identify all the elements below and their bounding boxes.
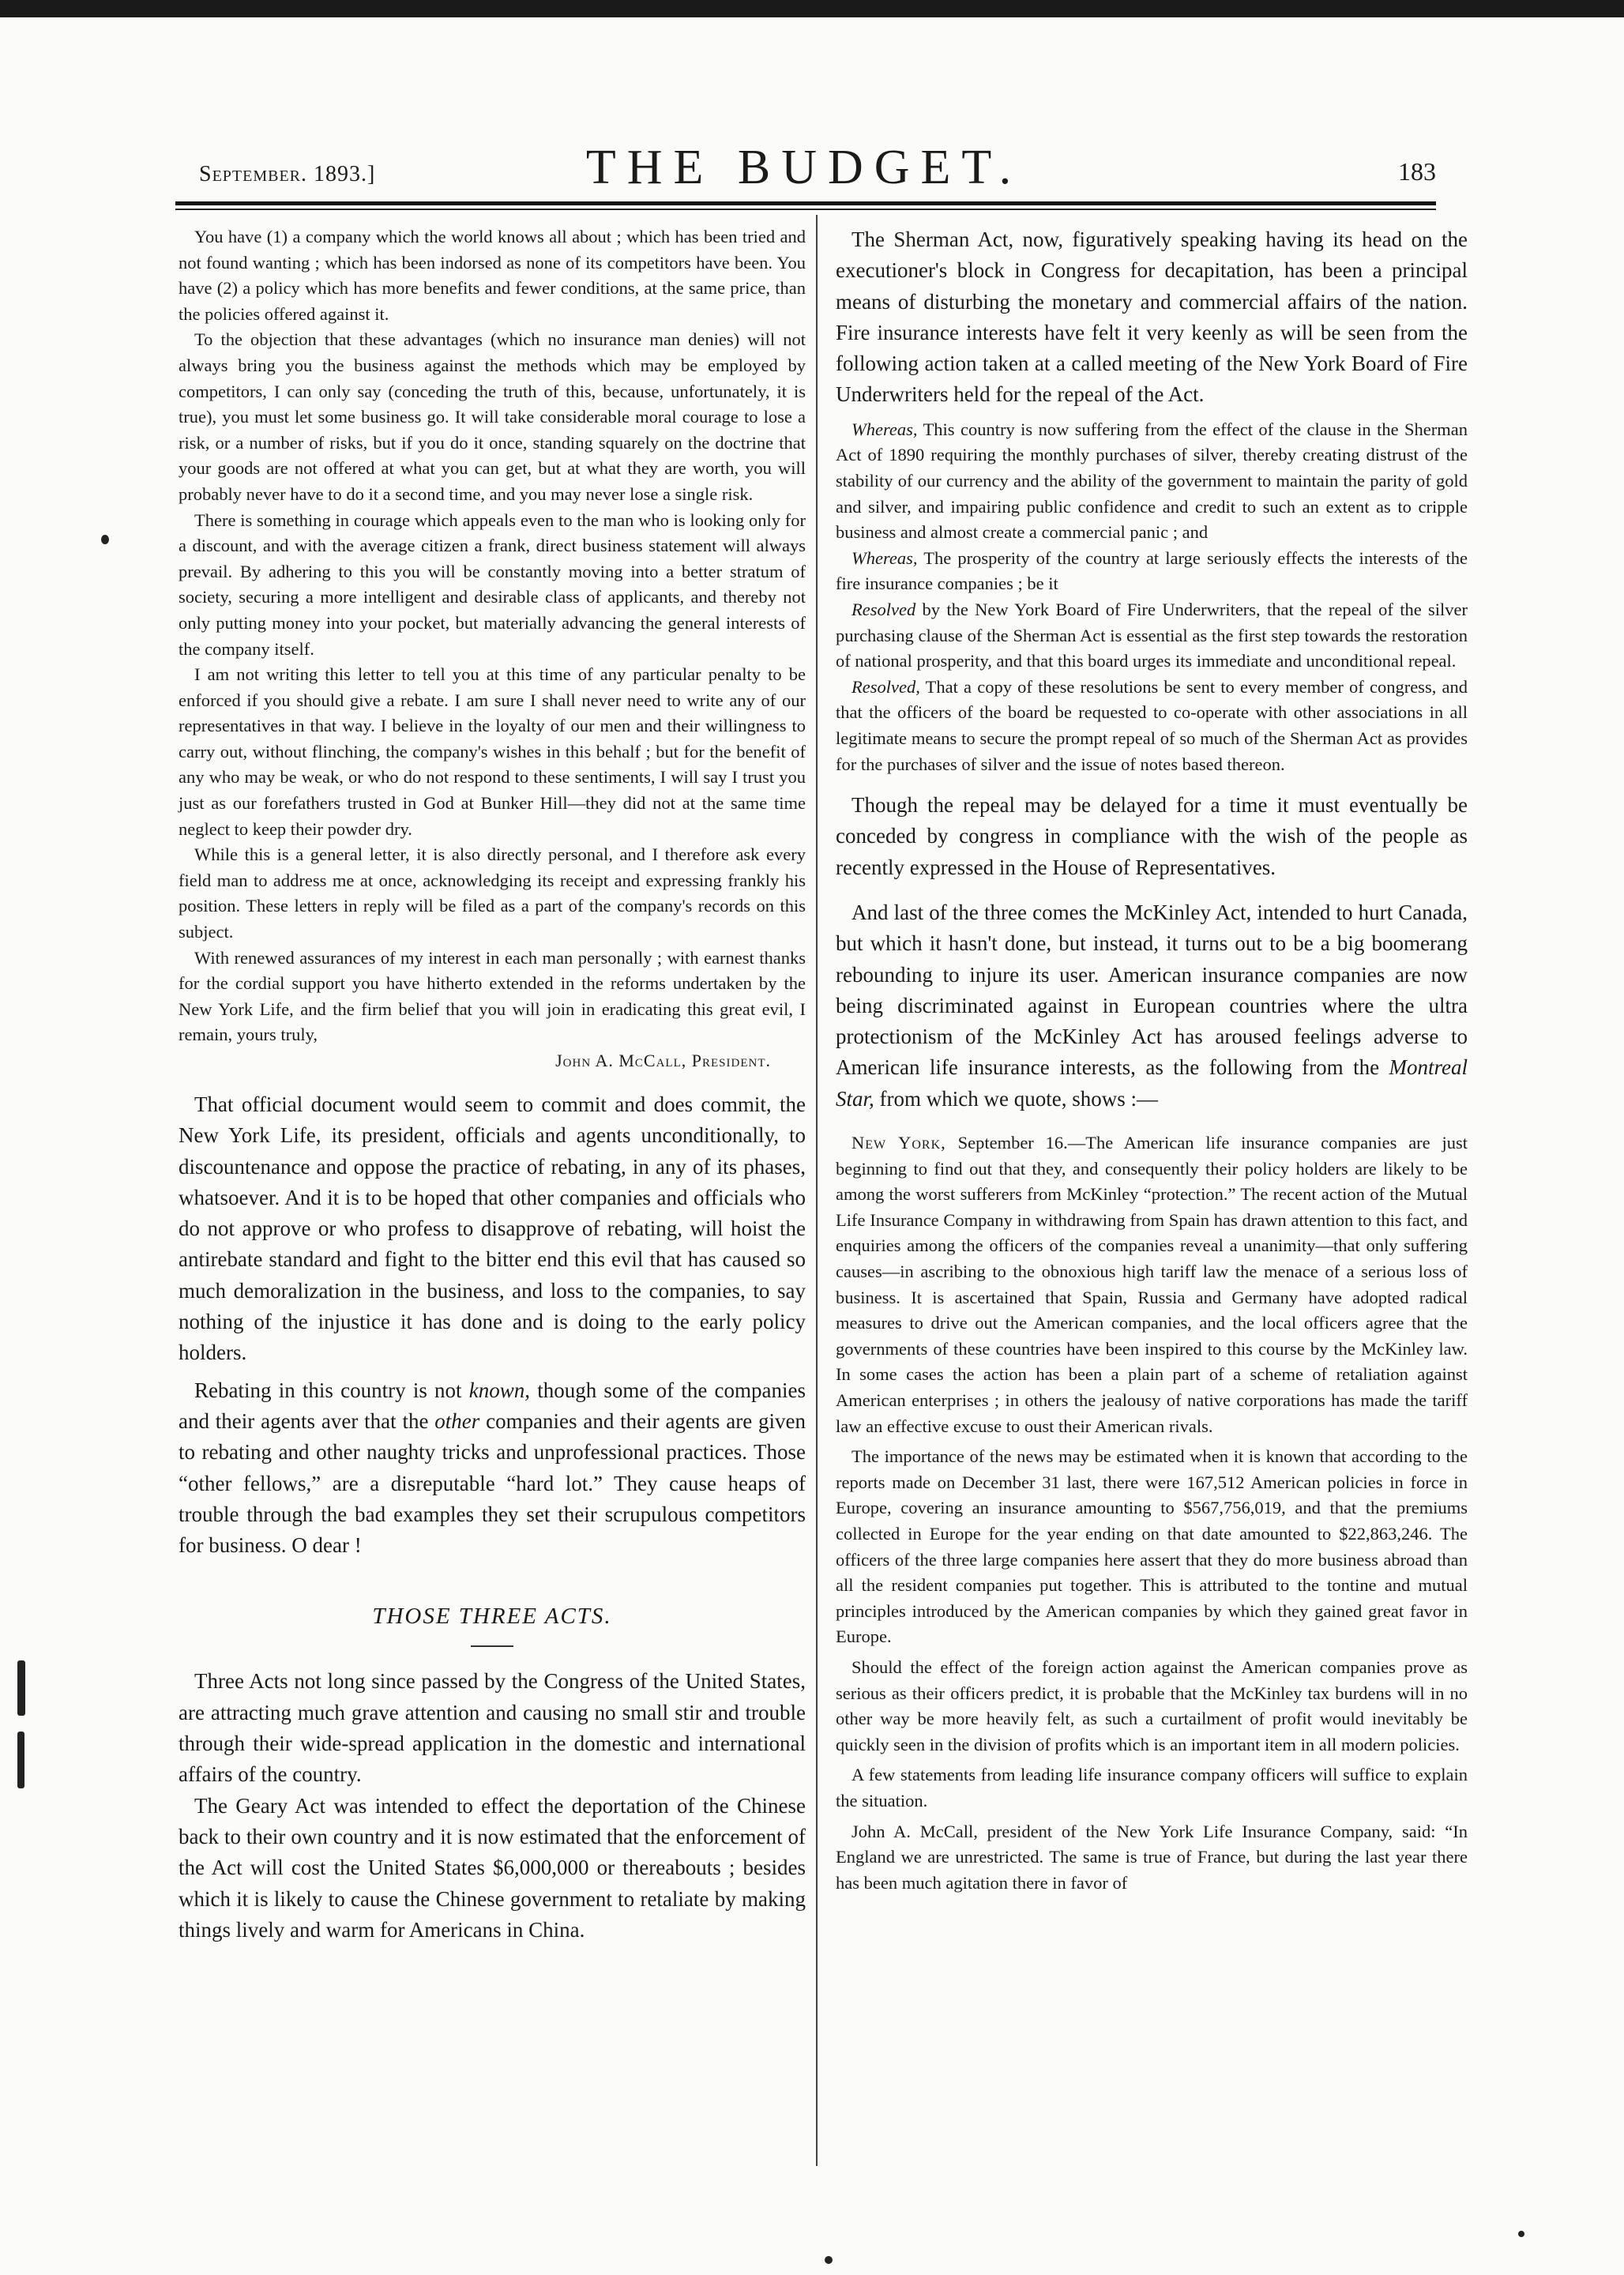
page-header <box>172 140 1436 203</box>
section-paragraph: The Geary Act was intended to effect the deportation of the Chinese back to their own country and it is now estimated that the enforcement of the Act will cost the United States $6,000,000 or thereabouts ; besides which it is likely to cause the Chinese government to retaliate by making things lively and warm for Americans in China. <box>179 1793 806 1942</box>
scan-speck <box>1518 2231 1524 2237</box>
letter-paragraph: There is something in courage which appeals even to the man who is looking only for a discount, and with the average citizen a frank, direct business statement will always prevail. By adhering to this you will be constantly moving into a better stratum of society, securing a more intelligent and desirable class of applicants, and thereby not only putting money into your pocket, but materially advancing the general interests of the company itself. <box>179 510 806 659</box>
page-number: 183 <box>1398 157 1436 186</box>
letter-paragraph: With renewed assurances of my interest in each man personally ; with earnest thanks for the cordial support you have hitherto extended in the reforms undertaken by the New York Life, and the firm belief that you will join in eradicating this great evil, I remain, yours truly, <box>179 947 806 1045</box>
scan-speck <box>825 2256 833 2264</box>
commentary-paragraph: Rebating in this country is not known, though some of the companies and their agents aver that the other companies and their agents are given to rebating and other naughty tricks and unprofessional practices. Those “other fellows,” are a disreputable “hard lot.” They cause heaps of trouble through the bad examples they set their scrupulous competitors for business. O dear ! <box>179 1378 806 1558</box>
column-divider <box>816 215 818 2166</box>
resolution: Whereas, The prosperity of the country at large seriously effects the interests of the fire insurance companies ; be it <box>836 547 1468 594</box>
section-rule <box>471 1645 513 1647</box>
letter-paragraph: While this is a general letter, it is also directly personal, and I therefore ask every field man to address me at once, acknowledging its receipt and expressing frankly his position. These letters in reply will be filed as a part of the company's records on this subject. <box>179 844 806 942</box>
news-paragraph: The importance of the news may be estimated when it is known that according to the reports made on December 31 last, there were 167,512 American policies in force in Europe, covering an insurance amounting to $567,756,019, and that the premiums collected in Europe for the year ending on that date amounted to $22,863,246. The officers of the three large companies here assert that they do more business abroad than all the resident companies put together. This is attributed to the tontine and mutual principles introduced by the American companies by which they gained great favor in Europe. <box>836 1446 1468 1647</box>
news-quote <box>836 1130 1468 1896</box>
left-column <box>179 224 806 1946</box>
news-paragraph: New York, September 16.—The American life insurance companies are just beginning to find out that they, and consequently their policy holders are likely to be among the worst sufferers from McKinley “protection.” The recent action of the Mutual Life Insurance Company in withdrawing from Spain has drawn attention to this fact, and enquiries among the officers of the companies reveal a unanimity—that only suffering causes—in ascribing to the obnoxious high tariff law the menace of a serious loss of business. It is ascertained that Spain, Russia and Germany have adopted radical measures to drive out the American companies, and the local officers agree that the governments of these countries have been inspired to this course by the McKinley law. In some cases the action has been a plain part of a scheme of retaliation against American enterprises ; in others the jealousy of native corporations has made the tariff law an effective excuse to oust their American rivals. <box>836 1133 1468 1436</box>
resolutions <box>836 417 1468 777</box>
resolution: Resolved, That a copy of these resolutions be sent to every member of congress, and that the officers of the board be requested to co-operate with other associations in all legitimate means to secure the prompt repeal of so much of the Sherman Act as provides for the purchases of silver and the issue of notes based thereon. <box>836 676 1468 774</box>
news-paragraph: Should the effect of the foreign action against the American companies prove as serious as their officers predict, it is probable that the McKinley tax burdens will in no other way be more heavily felt, as such a curtailment of profit would inevitably be quickly seen in the division of profits which is an important item in all modern policies. <box>836 1656 1468 1754</box>
header-rule-thick <box>175 201 1436 205</box>
commentary-paragraph: That official document would seem to commit and does commit, the New York Life, its president, officials and agents unconditionally, to discountenance and oppose the practice of rebating, in any of its phases, whatsoever. And it is to be hoped that other companies and officials who do not approve or who profess to disapprove of rebating, will hoist the antirebate standard and fight to the bitter end this evil that has caused so much demoralization in the business, and loss to the companies, to say nothing of the injustice it has done and is doing to the early policy holders. <box>179 1092 806 1365</box>
scan-mark <box>17 1732 24 1788</box>
letter-paragraph: I am not writing this letter to tell you at this time of any particular penalty to be enforced if you should give a rebate. I am sure I shall never need to write any of our representatives in that way. I believe in the loyalty of our men and their willingness to carry out, without flinching, the company's wishes in this behalf ; but for the benefit of any who may be weak, or who do not respond to these sentiments, I will say I trust you just as our forefathers trusted in God at Bunker Hill—they did not at the same time neglect to keep their powder dry. <box>179 664 806 839</box>
mckinley-paragraph: And last of the three comes the McKinley Act, intended to hurt Canada, but which it hasn't done, but instead, it turns out to be a big boomerang rebounding to injure its user. American insurance companies are now being discriminated against in European countries where the ultra protectionism of the McKinley Act has aroused feelings adverse to American life insurance interests, as the following from the Montreal Star, from which we quote, shows :— <box>836 900 1468 1111</box>
masthead-title: THE BUDGET. <box>585 141 1023 194</box>
issue-date: September. 1893.] <box>199 162 376 186</box>
resolution: Resolved by the New York Board of Fire Underwriters, that the repeal of the silver purchasing clause of the Sherman Act is essential as the first step towards the restoration of national prosperity, and that this board urges its immediate and unconditional repeal. <box>836 599 1468 671</box>
section-title: THOSE THREE ACTS. <box>372 1604 612 1630</box>
letter-paragraph: You have (1) a company which the world knows all about ; which has been tried and not found wanting ; which has been indorsed as none of its competitors have been. You have (2) a policy which has more benefits and fewer conditions, at the same price, than the policies offered against it. <box>179 227 806 324</box>
sherman-paragraph: Though the repeal may be delayed for a time it must eventually be conceded by congress in compliance with the wish of the people as recently expressed in the House of Representatives. <box>836 793 1468 879</box>
sherman-paragraph: The Sherman Act, now, figuratively speaking having its head on the executioner's block in Congress for decapitation, has been a principal means of disturbing the monetary and commercial affairs of the nation. Fire insurance interests have felt it very keenly as will be seen from the following action taken at a called meeting of the New York Board of Fire Underwriters held for the repeal of the Act. <box>836 228 1468 407</box>
news-paragraph: John A. McCall, president of the New York Life Insurance Company, said: “In England we are unrestricted. The same is true of France, but during the last year there has been much agitation there in favor of <box>836 1821 1468 1893</box>
letter-signature: John A. McCall, President. <box>555 1051 771 1070</box>
scan-speck <box>101 535 109 544</box>
news-paragraph: A few statements from leading life insurance company officers will suffice to explain the situation. <box>836 1765 1468 1811</box>
header-rule-thin <box>175 209 1436 210</box>
right-column <box>836 224 1468 1896</box>
section-paragraph: Three Acts not long since passed by the Congress of the United States, are attracting much grave attention and causing no small stir and trouble through their wide-spread application in the domestic and international affairs of the country. <box>179 1669 806 1787</box>
news-dateline: New York, <box>851 1133 946 1153</box>
letter-paragraph: To the objection that these advantages (which no insurance man denies) will not always bring you the business against the methods which may be employed by competitors, I can only say (conceding the truth of this, because, unfortunately, it is true), you must let some business go. It will take considerable moral courage to lose a risk, or a number of risks, but if you do it once, standing squarely on the doctrine that your goods are not offered at what you can get, but at what they are worth, you will probably never have to do it a second time, and you may never lose a single risk. <box>179 329 806 504</box>
newspaper-page <box>0 17 1624 2275</box>
resolution: Whereas, This country is now suffering from the effect of the clause in the Sherman Act of 1890 requiring the monthly purchases of silver, thereby creating distrust of the stability of our currency and the ability of the government to maintain the parity of gold and silver, and impairing public confidence and credit to such an extent as to cripple business and almost create a commercial panic ; and <box>836 419 1468 543</box>
scan-mark <box>17 1660 25 1716</box>
